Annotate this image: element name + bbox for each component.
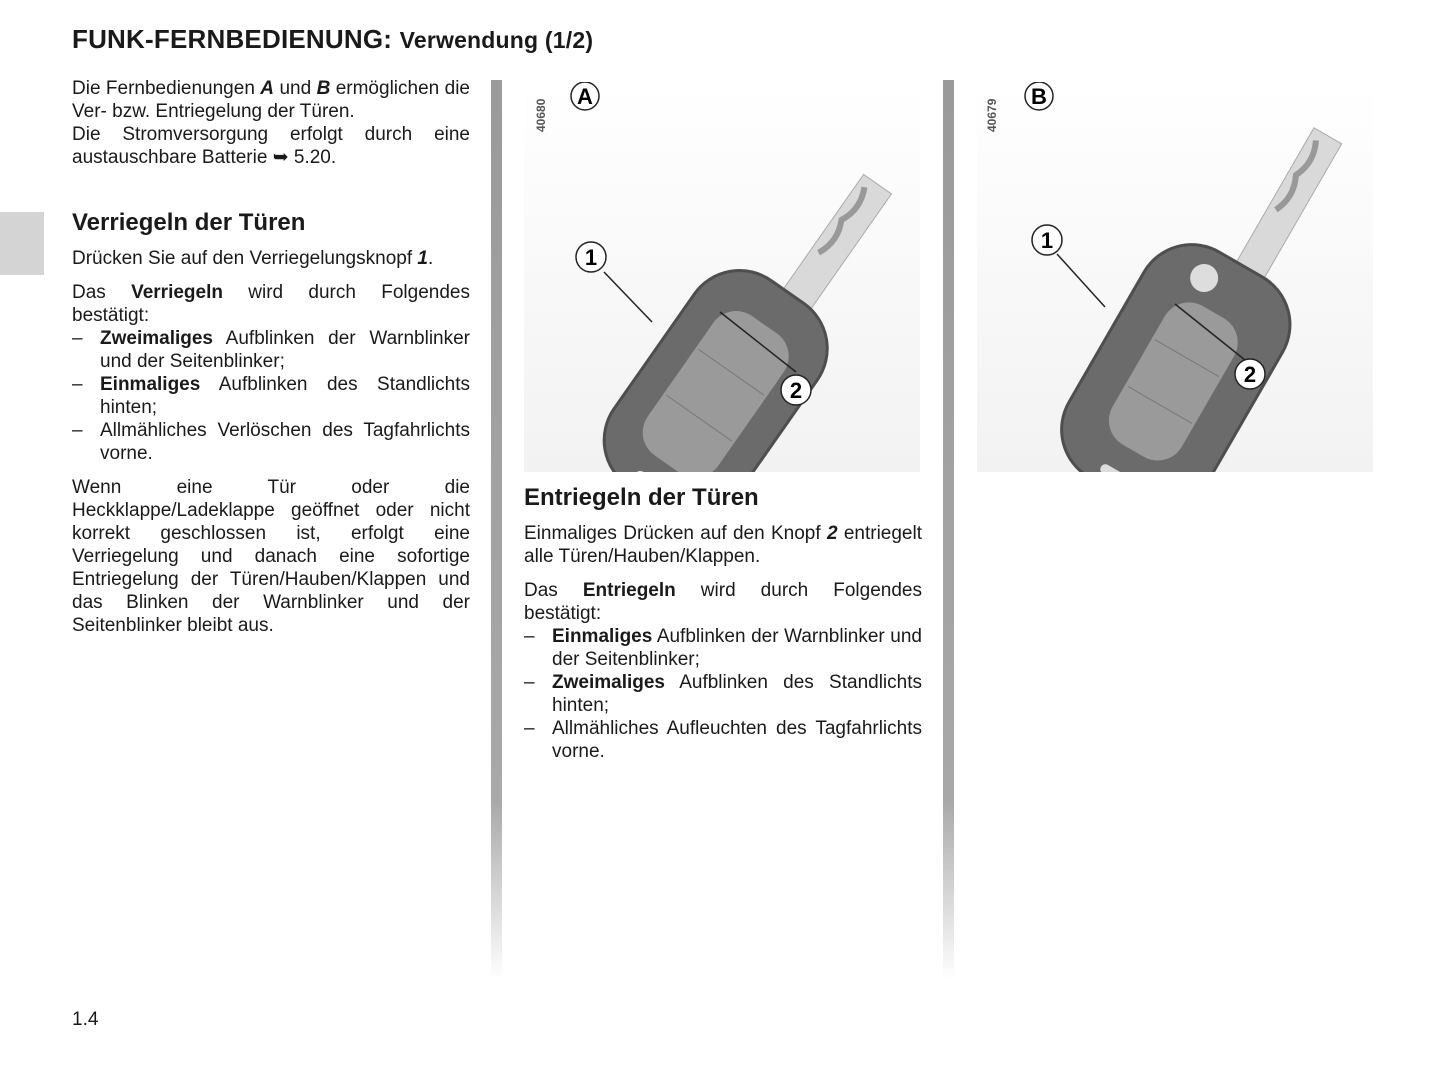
intro-paragraph-1: Die Fernbedienungen A und B ermöglichen die Ver- bzw. Entriegelung der Türen. Die Stromversorgung erfolgt durch eine austauschbare Batterie ➥ 5.20. [72, 78, 470, 168]
figure-label: A [577, 84, 593, 109]
callout-1: 1 [1040, 228, 1054, 253]
figure-remote-b [977, 82, 1373, 472]
column-left [72, 77, 470, 648]
figure-remote-a [524, 82, 920, 472]
key-illustration [1042, 90, 1373, 472]
page-title [72, 24, 593, 55]
lock-confirm: Das Verriegeln wird durch Folgendes bestätigt: [72, 282, 470, 326]
list-item: – Einmaliges Aufblinken der Warnblinker und der Seitenblinker; [524, 626, 922, 670]
lock-heading: Verriegeln der Türen [72, 209, 306, 236]
figure-ref: 40679 [985, 98, 999, 132]
callout-2: 2 [789, 378, 803, 403]
unlock-confirm: Das Entriegeln wird durch Folgendes bestätigt: [524, 580, 922, 624]
unlock-confirm-list [524, 625, 922, 763]
list-item: – Einmaliges Aufblinken des Standlichts hinten; [72, 374, 470, 418]
unlock-instruction: Einmaliges Drücken auf den Knopf 2 entriegelt alle Türen/Hauben/Klappen. [524, 523, 922, 567]
list-item: – Allmähliches Aufleuchten des Tagfahrlichts vorne. [524, 718, 922, 762]
column-divider [943, 80, 954, 980]
title-main: FUNK-FERNBEDIENUNG: [72, 24, 393, 54]
list-item: – Zweimaliges Aufblinken des Standlichts hinten; [524, 672, 922, 716]
page-number: 1.4 [72, 1009, 99, 1030]
figure-ref: 40680 [534, 98, 548, 132]
lock-instruction: Drücken Sie auf den Verriegelungsknopf 1. [72, 248, 434, 269]
title-sub: Verwendung (1/2) [399, 27, 594, 53]
list-item: – Allmähliches Verlöschen des Tagfahrlichts vorne. [72, 420, 470, 464]
list-item: – Zweimaliges Aufblinken der Warnblinker und der Seitenblinker; [72, 328, 470, 372]
section-tab [0, 212, 44, 275]
column-divider [491, 80, 502, 980]
lock-note: Wenn eine Tür oder die Heckklappe/Ladeklappe geöffnet oder nicht korrekt geschlossen ist, erfolgt eine Verriegelung und danach eine sofortige Entriegelung der Türen/Hauben/Klappen und das Blinken der Warnblinker und der Seitenblinker bleibt aus. [72, 477, 470, 636]
callout-2: 2 [1243, 362, 1257, 387]
figure-label: B [1031, 84, 1047, 109]
unlock-heading: Entriegeln der Türen [524, 484, 759, 511]
callout-1: 1 [584, 245, 598, 270]
arrow-reference-icon: ➥ [272, 147, 289, 168]
lock-confirm-list [72, 327, 470, 465]
column-middle [524, 484, 922, 774]
